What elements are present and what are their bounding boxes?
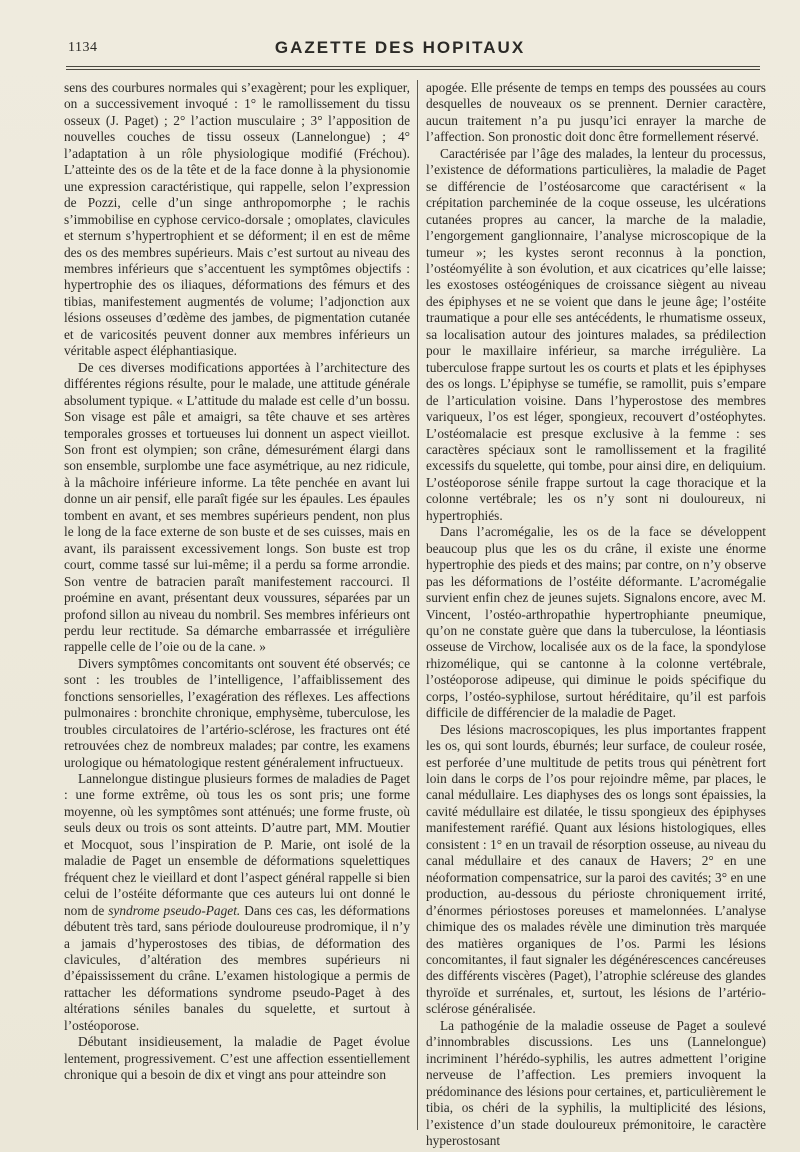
paragraph-text: Lannelongue distingue plusieurs formes de maladies de Paget : une forme extrême, où tous les os sont pris; une forme moyenne, où les symptômes sont atténués; une forme fruste, où seuls deux ou trois os sont atteints. D’autre part, MM. Moutier et Mocquot, sous l’inspiration de P. Marie, ont isolé de la maladie de Paget un ensemble de déformations squelettiques fréquent chez le vieillard et dont l’aspect général rappelle si bien celui de l’ostéite déformante que ces auteurs lui ont donné le nom de — [64, 771, 410, 918]
paragraph: De ces diverses modifications apportées à l’architecture des différentes régions résulte, pour le malade, une attitude générale absolument typique. « L’attitude du malade est celle d’un bossu. Son visage est pâle et amaigri, sa tête chauve et ses artères temporales grosses et tortueuses lui donnent un aspect vieillot. Son front est olympien; son crâne, démesurément élargi dans son ensemble, surplombe une face asymétrique, au nez ridicule, à la mâchoire inférieure informe. La tête penchée en avant lui donne un air pensif, elle paraît figée sur les épaules. Les épaules tombent en avant, et ses membres supérieurs pendent, non plus le long de la face externe de son buste et de ses cuisses, mais en avant, ils paraissent excessivement longs. Son buste est trop court, comme tassé sur lui-même; il a perdu sa forme arrondie. Son ventre de batracien paraît manifestement raccourci. Il proémine en avant, présentant deux voussures, séparées par un profond sillon au niveau du nombril. Ses membres inférieurs ont perdu leur rectitude. Sa démarche embarrassée et irrégulière rappelle celle de l’oie ou de la cane. » — [64, 359, 410, 655]
paragraph-text: Dans ces cas, les déformations débutent très tard, sans période douloureuse prodromique, il n’y a jamais d’hyperostoses des tibias, de déformation des clavicules, d’altération des membres supérieurs ni d’épaississement du crâne. L’examen histologique a permis de rattacher les déformations syndrome pseudo-Paget à des altérations séniles banales du squelette, et surtout à l’ostéoporose. — [64, 902, 411, 1033]
paragraph: La pathogénie de la maladie osseuse de Paget a soulevé d’innombrables discussions. Les uns (Lannelongue) incriminent l’hérédo-syphilis, les autres admettent l’origine nerveuse de l’affection. Les premiers invoquent la prédominance des lésions pour certaines, et, particulièrement le tibia, os chéri de la syphilis, la multiplicité des lésions, l’existence d’un stade douloureux prémonitoire, le caractère hyperostosant — [426, 1017, 766, 1148]
paragraph: Caractérisée par l’âge des malades, la lenteur du processus, l’existence de déformations particulières, la maladie de Paget se différencie de l’ostéosarcome que caractérisent « la crépitation parcheminée de la coque osseuse, les ulcérations cutanées propres au cancer, la marche de la maladie, l’engorgement ganglionnaire, l’analyse microscopique de la tumeur »; les kystes seront reconnus à la ponction, l’ostéomyélite à son évolution, et aux cicatrices qu’elle laisse; les exostoses ostéogéniques de croissance siègent au niveau des épiphyses et ne se voient que dans le jeune âge; l’ostéite traumatique a pour elle ses antécédents, le rhumatisme osseux, sa localisation autour des jointures malades, sa prédilection pour le maxillaire inférieur, sa marche irrégulière. La tuberculose frappe surtout les os courts et plats et les épiphyses des os longs. L’épiphyse se tuméfie, se ramollit, puis s’empare de l’articulation voisine. Dans l’hyperostose des membres variqueux, l’os est léger, spongieux, recouvert d’ostéophytes. L’ostéomalacie est presque exclusive à la femme : ses caractères spéciaux sont le ramollissement et la fragilité excessifs du squelette, qui tombe, pour ainsi dire, en deliquium. L’ostéoporose sénile frappe surtout la cage thoracique et la colonne vertébrale; les os n’y sont ni douloureux, ni hypertrophiés. — [426, 145, 766, 523]
paragraph: Débutant insidieusement, la maladie de Paget évolue lentement, progressivement. C’est une affection essentiellement chronique qui a besoin de dix et vingt ans pour atteindre son — [64, 1034, 410, 1083]
paragraph: Divers symptômes concomitants ont souvent été observés; ce sont : les troubles de l’intelligence, l’affaiblissement des fonctions sensorielles, l’exagération des réflexes. Les affections pulmonaires : bronchite chronique, emphysème, tuberculose, les troubles circulatoires de l’artério-sclérose, les fractures ont été retrouvées chez de nombreux malades; par contre, les examens urologique ou hématologique restent généralement infructueux. — [64, 655, 410, 770]
paragraph: Des lésions macroscopiques, les plus importantes frappent les os, qui sont lourds, éburnés; leur surface, de couleur rosée, est perforée d’une multitude de petits trous qui pénètrent fort loin dans le corps de l’os pour rejoindre même, par places, le canal médullaire. Les diaphyses des os longs sont épaissies, la cavité médullaire est dilatée, le tissu spongieux des épiphyses manifestement raréfié. Quant aux lésions histologiques, elles consistent : 1° en un travail de résorption osseuse, au niveau du canal médullaire et des canaux de Havers; 2° en une néoformation compensatrice, sur la paroi des cavités; 3° en une production, au-dessous du périoste chroniquement irrité, d’énormes périostoses poreuses et mamelonnées. L’analyse chimique des os malades révèle une diminution très marquée des matières organiques de l’os. Parmi les lésions concomitantes, il faut signaler les dégénérescences cancéreuses des différents viscères (Paget), l’atrophie scléreuse des glandes thyroïde et surrénales, et, surtout, les lésions de l’artério-sclérose généralisée. — [426, 721, 766, 1017]
page-number: 1134 — [68, 40, 98, 55]
right-column — [426, 80, 766, 1149]
journal-title: GAZETTE DES HOPITAUX — [274, 38, 526, 57]
paragraph: Dans l’acromégalie, les os de la face se développent beaucoup plus que les os du crâne, il existe une énorme hypertrophie des pieds et des mains; par contre, on n’y observe pas les déformations de l’ostéite déformante. L’acromégalie survient enfin chez de jeunes sujets. Signalons encore, avec M. Vincent, l’ostéo-arthropathie hypertrophiante pneumique, qu’on ne constate guère que dans la tuberculose, la léontiasis osseuse de Virchow, localisée aux os de la face, la spondylose rhizomélique, qui se cantonne à la colonne vertébrale, l’ostéoporose adipeuse, qui diminue le poids spécifique du corps, l’ostéo-syphilose, surtout héréditaire, qu’il est parfois difficile de différencier de la maladie de Paget. — [426, 524, 766, 721]
page-header — [40, 34, 760, 64]
header-rule — [66, 66, 760, 67]
paragraph: apogée. Elle présente de temps en temps des poussées au cours desquelles de nouveaux os se prennent. Dernier caractère, aucun traitement n’a pu jusqu’ici enrayer la marche de l’affection. Son pronostic doit donc être formellement réservé. — [426, 80, 766, 145]
paragraph: sens des courbures normales qui s’exagèrent; pour les expliquer, on a successivement invoqué : 1° le ramollissement du tissu osseux (J. Paget) ; 2° l’action musculaire ; 3° l’apposition de nouvelles couches de tissu osseux (Lannelongue) ; 4° l’adaptation à un rôle physiologique modifié (Fréchou). L’atteinte des os de la tête et de la face donne à la physionomie une expression caractéristique, qui rappelle, selon l’expression de Pozzi, celle d’un singe anthropomorphe ; le rachis s’immobilise en cyphose cervico-dorsale ; omoplates, clavicules et sternum s’hypertrophient et se déforment; il en est de même des os des membres supérieurs. Mais c’est surtout au niveau des membres inférieurs que s’accentuent les symptômes objectifs : hypertrophie des os iliaques, déformations des fémurs et des tibias, manifestement augmentés de volume; l’adjonction aux lésions osseuses d’œdème des jambes, de pigmentation cutanée et de varicosités peuvent donner aux membres inférieurs un véritable aspect éléphantiasique. — [64, 80, 410, 359]
header-rule-double — [66, 69, 760, 70]
column-separator — [417, 80, 418, 1130]
paragraph — [64, 771, 410, 1034]
left-column — [64, 80, 410, 1084]
italic-term: syndrome pseudo-Paget. — [108, 902, 241, 918]
